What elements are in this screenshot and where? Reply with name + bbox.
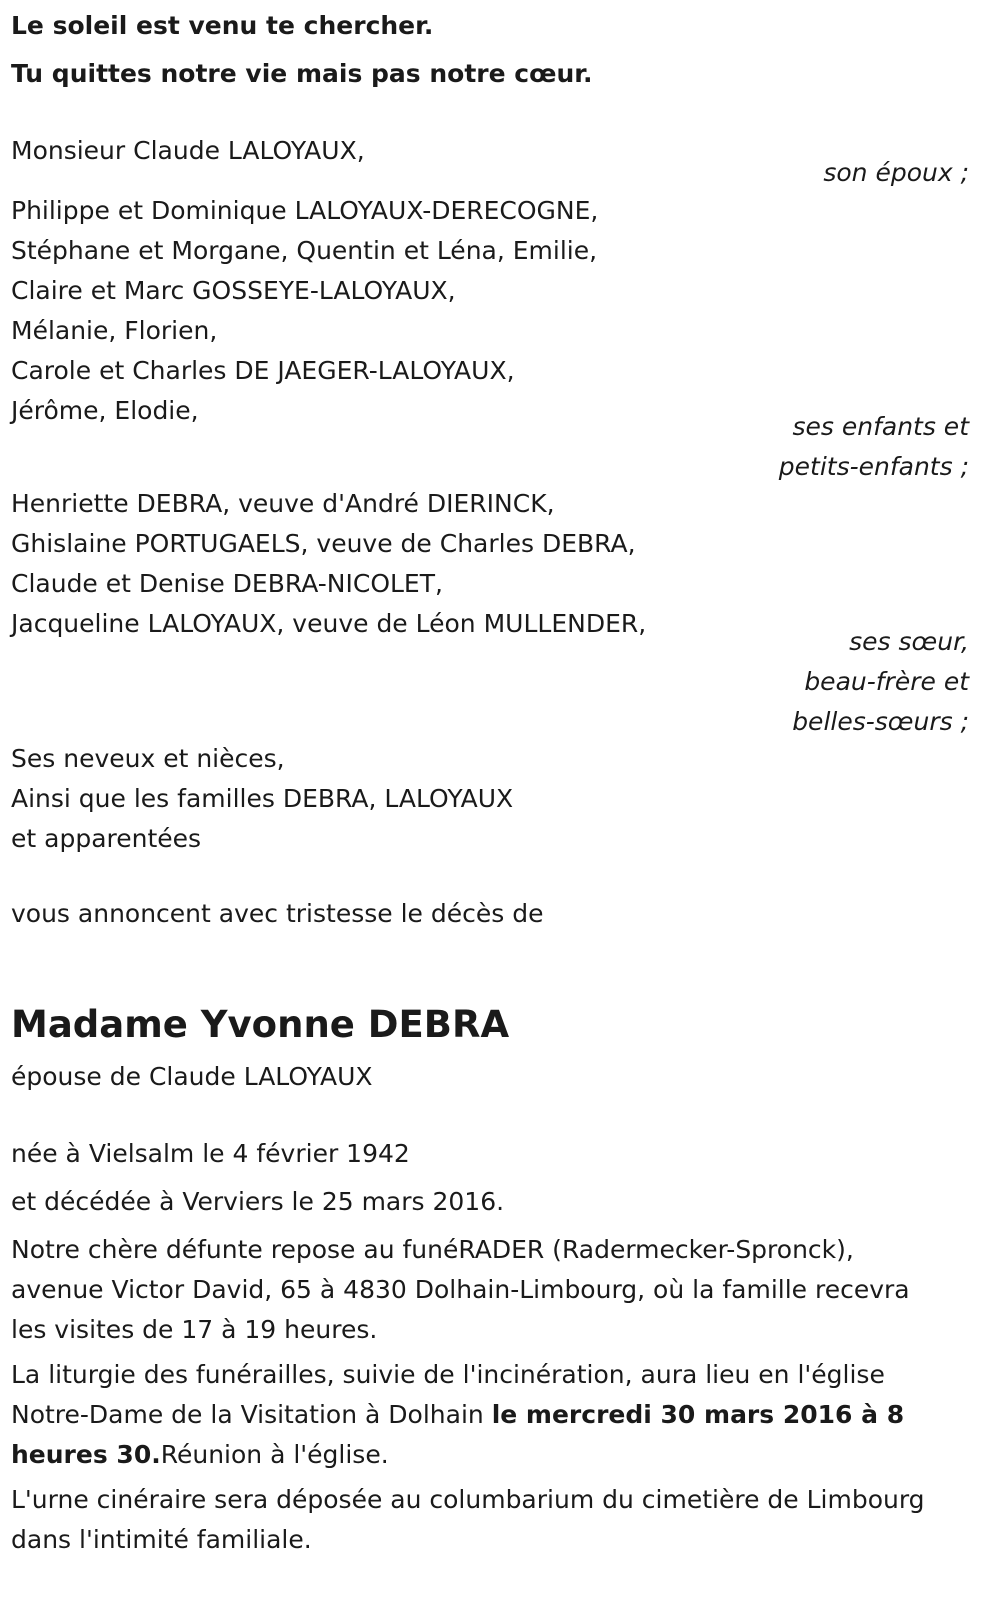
children-name: Carole et Charles DE JAEGER-LALOYAUX, xyxy=(11,356,515,385)
liturgy-line xyxy=(11,1395,996,1435)
children-name: Jérôme, Elodie, xyxy=(11,396,199,425)
urn-line: dans l'intimité familiale. xyxy=(11,1525,312,1554)
children-name: Mélanie, Florien, xyxy=(11,316,218,345)
siblings-role: ses sœur, beau-frère et belles-sœurs ; xyxy=(792,627,969,736)
children-name: Claire et Marc GOSSEYE-LALOYAUX, xyxy=(11,276,456,305)
liturgy-line: La liturgie des funérailles, suivie de l'incinération, aura lieu en l'église xyxy=(11,1360,885,1389)
liturgy-text: Notre-Dame de la Visitation à Dolhain xyxy=(11,1400,492,1429)
repose-line: avenue Victor David, 65 à 4830 Dolhain-Limbourg, où la famille recevra xyxy=(11,1275,910,1304)
announcement: vous annoncent avec tristesse le décès de xyxy=(11,899,544,928)
repose-line: les visites de 17 à 19 heures. xyxy=(11,1315,378,1344)
sibling-name: Claude et Denise DEBRA-NICOLET, xyxy=(11,569,443,598)
children-name: Stéphane et Morgane, Quentin et Léna, Emilie, xyxy=(11,236,598,265)
repose-line: Notre chère défunte repose au funéRADER (Radermecker-Spronck), xyxy=(11,1235,854,1264)
children-name: Philippe et Dominique LALOYAUX-DERECOGNE, xyxy=(11,196,599,225)
spouse-of-block xyxy=(11,1057,996,1097)
sibling-name: Jacqueline LALOYAUX, veuve de Léon MULLENDER, xyxy=(11,609,647,638)
spouse-name: Monsieur Claude LALOYAUX, xyxy=(11,136,365,165)
urn-paragraph xyxy=(11,1480,996,1560)
deceased-name: Madame Yvonne DEBRA xyxy=(11,1003,510,1046)
epigraph-line-2: Tu quittes notre vie mais pas notre cœur. xyxy=(11,59,593,88)
announcement-block xyxy=(11,894,996,934)
children-role: ses enfants et petits-enfants ; xyxy=(778,412,969,481)
sibling-name: Henriette DEBRA, veuve d'André DIERINCK, xyxy=(11,489,555,518)
liturgy-line xyxy=(11,1435,996,1475)
birth-block xyxy=(11,1134,996,1174)
death-line: et décédée à Verviers le 25 mars 2016. xyxy=(11,1187,505,1216)
urn-line: L'urne cinéraire sera déposée au columbarium du cimetière de Limbourg xyxy=(11,1485,925,1514)
liturgy-meeting: Réunion à l'église. xyxy=(160,1440,389,1469)
others-line: et apparentées xyxy=(11,824,202,853)
spouse-role: son époux ; xyxy=(823,158,969,187)
others-block xyxy=(11,739,996,859)
children-block xyxy=(11,191,996,431)
siblings-block xyxy=(11,484,996,644)
others-line: Ses neveux et nièces, xyxy=(11,744,285,773)
liturgy-time: heures 30. xyxy=(11,1440,161,1469)
sibling-name: Ghislaine PORTUGAELS, veuve de Charles DEBRA, xyxy=(11,529,636,558)
liturgy-date: le mercredi 30 mars 2016 à 8 xyxy=(491,1400,905,1429)
birth-line: née à Vielsalm le 4 février 1942 xyxy=(11,1139,410,1168)
liturgy-paragraph xyxy=(11,1355,996,1475)
spouse-of: épouse de Claude LALOYAUX xyxy=(11,1062,373,1091)
repose-paragraph xyxy=(11,1230,996,1350)
epigraph-line-1: Le soleil est venu te chercher. xyxy=(11,11,434,40)
others-line: Ainsi que les familles DEBRA, LALOYAUX xyxy=(11,784,514,813)
death-block xyxy=(11,1182,996,1222)
